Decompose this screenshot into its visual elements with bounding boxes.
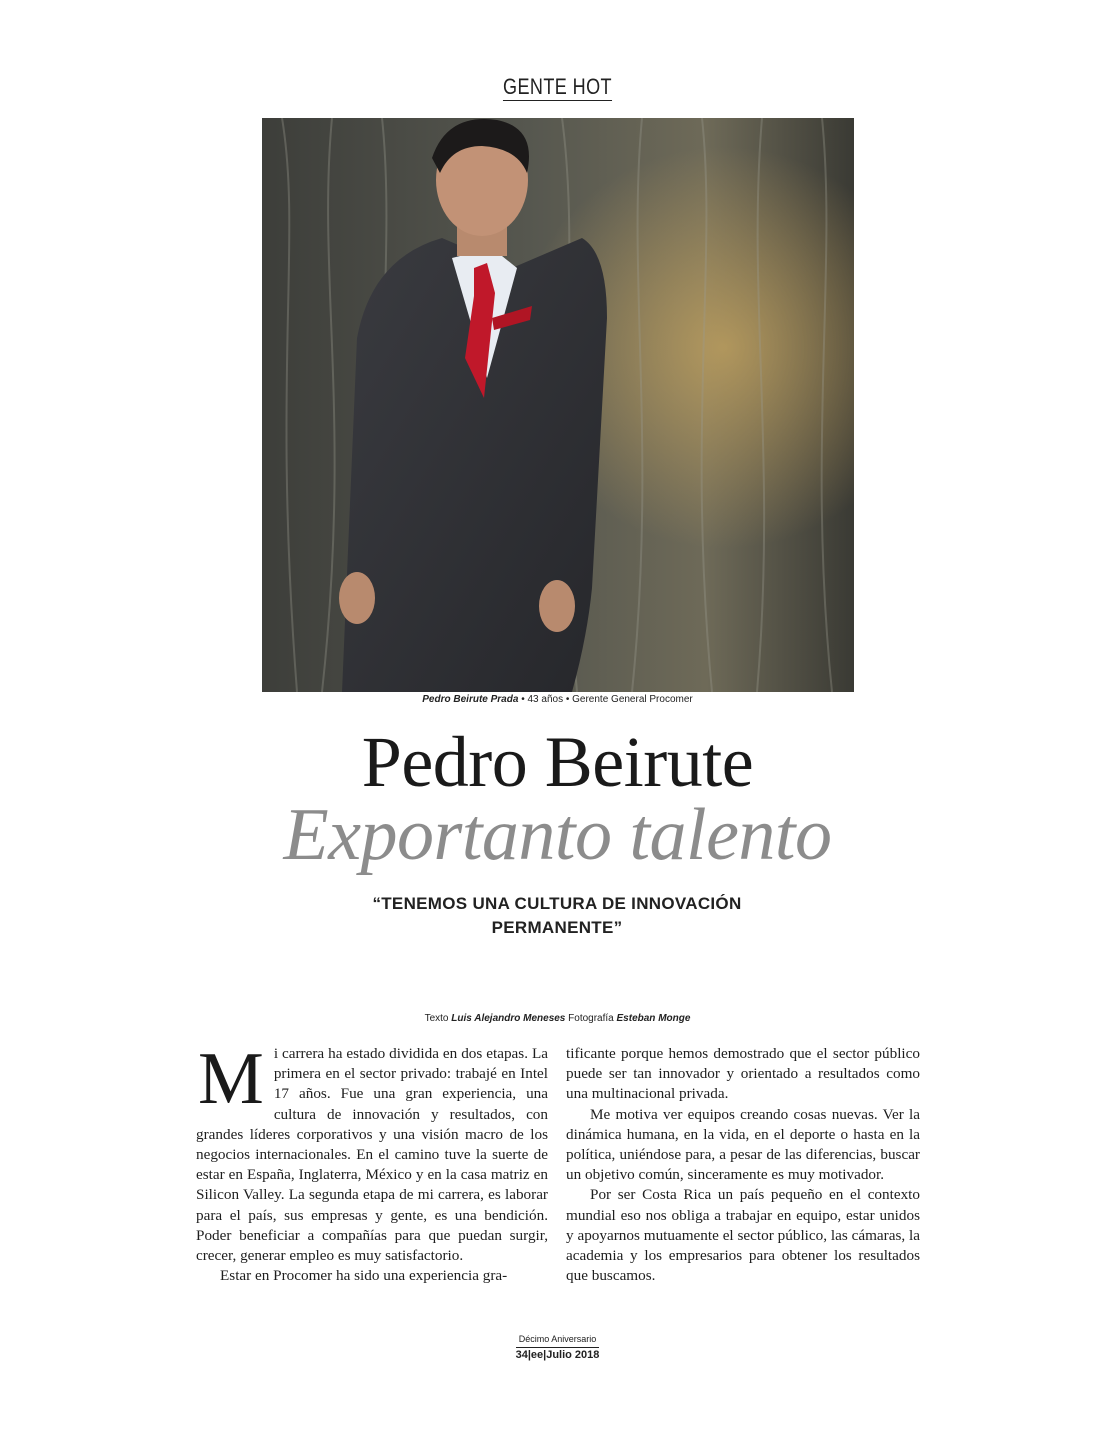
article-column-1: [196, 1038, 548, 1286]
page-footer: [0, 1334, 1115, 1363]
byline-text-label: Texto: [424, 1013, 452, 1024]
section-label: [100, 74, 1014, 100]
article-column-2: [566, 1044, 920, 1286]
byline-photo-label: Fotografía: [565, 1013, 617, 1024]
photo-caption: [0, 694, 1115, 705]
pull-quote-line-2: PERMANENTE”: [491, 918, 623, 937]
footer-edition: Décimo Aniversario: [518, 1334, 597, 1344]
drop-cap: M: [198, 1038, 264, 1120]
article-subtitle: Exportanto talento: [283, 794, 832, 876]
byline-author: Luis Alejandro Meneses: [451, 1013, 566, 1024]
pull-quote: [357, 892, 757, 940]
footer-page-info: 34|ee|Julio 2018: [515, 1349, 600, 1361]
section-label-text: GENTE HOT: [503, 74, 612, 99]
article-title: Pedro Beirute: [361, 722, 754, 802]
portrait-photo: [262, 118, 854, 692]
caption-details: • 43 años • Gerente General Procomer: [518, 694, 693, 705]
caption-name: Pedro Beirute Prada: [422, 694, 519, 705]
paragraph-5: Por ser Costa Rica un país pequeño en el contexto mundial eso nos obliga a trabajar en equipo, estar unidos y apoyarnos mutuamente el sector público, las cámaras, la academia y los empresarios para obtener los resultados que buscamos.: [566, 1186, 920, 1285]
paragraph-3: tificante porque hemos demostrado que el sector público puede ser tan innovador y orientado a resultados como una multinacional privada.: [566, 1045, 920, 1103]
byline-photographer: Esteban Monge: [616, 1013, 691, 1024]
pull-quote-line-1: “TENEMOS UNA CULTURA DE INNOVACIÓN: [372, 894, 742, 913]
byline: [0, 1013, 1115, 1024]
paragraph-2: Estar en Procomer ha sido una experiencia gra-: [220, 1267, 508, 1285]
paragraph-1: [196, 1038, 548, 1266]
paragraph-4: Me motiva ver equipos creando cosas nuevas. Ver la dinámica humana, en la vida, en el deporte o hasta en la política, uniéndose para, a pesar de las diferencias, buscar un objetivo común, sinceramente es muy motivador.: [566, 1105, 920, 1184]
paragraph-1-text: i carrera ha estado dividida en dos etapas. La primera en el sector privado: trabajé en Intel 17 años. Fue una gran experiencia, una cultura de innovación y resultados, con grandes líderes corporativos y una visión macro de los negocios internacionales. En el camino tuve la suerte de estar en España, Inglaterra, México y en la casa matriz en Silicon Valley. La segunda etapa de mi carrera, es laborar para el país, sus empresas y gente, es una bendición. Poder beneficiar a compañías para que puedan surgir, crecer, generar empleo es muy satisfactorio.: [196, 1045, 548, 1265]
